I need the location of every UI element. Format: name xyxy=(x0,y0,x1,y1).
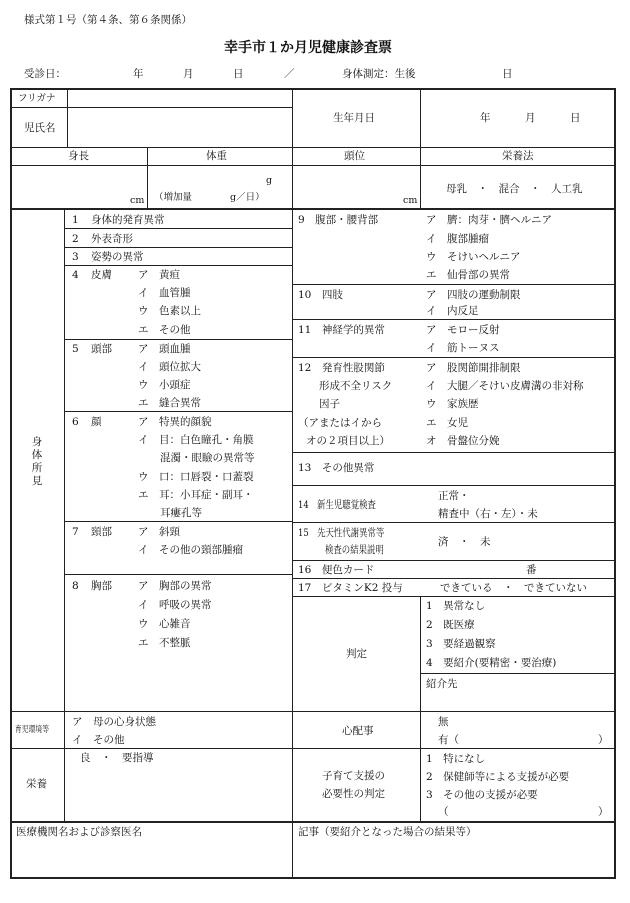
item-5-number: 5 xyxy=(72,343,79,355)
item-13-label: 13 その他異常 xyxy=(298,462,375,474)
item-2-label: 外表奇形 xyxy=(91,233,133,245)
item-6-label: 顔 xyxy=(91,416,102,428)
item-1-number: 1 xyxy=(72,214,79,226)
dob-label: 生年月日 xyxy=(333,112,375,124)
support-item: 3 その他の支援が必要 xyxy=(426,789,538,801)
referral-label: 紹介先 xyxy=(426,678,458,690)
item-5-sub: ウ 小頭症 xyxy=(138,379,191,391)
item-4-sub: イ 血管腫 xyxy=(138,287,191,299)
dob-day-label: 日 xyxy=(570,112,581,124)
item-6-sub: 混濁・眼瞼の異常等 xyxy=(160,452,255,464)
weight-unit: g xyxy=(266,175,273,186)
feeding-options: 母乳 ・ 混合 ・ 人工乳 xyxy=(446,183,583,195)
support-paren-close: ） xyxy=(598,806,609,818)
measure-day-label: 日 xyxy=(502,68,513,80)
item-12-label: 因子 xyxy=(319,398,340,410)
item-3-number: 3 xyxy=(72,251,79,263)
item-6-number: 6 xyxy=(72,416,79,428)
support-item: 2 保健師等による支援が必要 xyxy=(426,771,570,783)
item-8-sub: エ 不整脈 xyxy=(138,637,191,649)
worry-none: 無 xyxy=(438,716,449,728)
judgement-item: 2 既医療 xyxy=(426,619,475,631)
child-name-label: 児氏名 xyxy=(24,122,56,134)
feeding-label: 栄養法 xyxy=(502,150,534,162)
item-12-label: オの２項目以上） xyxy=(306,435,390,447)
worry-yes: 有（ xyxy=(438,734,459,746)
item-3-label: 姿勢の異常 xyxy=(91,251,144,263)
item-2-number: 2 xyxy=(72,233,79,245)
item-12-label: （アまたはイから xyxy=(298,417,382,429)
item-9-label: 9 腹部・腰背部 xyxy=(298,214,379,226)
item-7-sub: イ その他の頸部腫瘤 xyxy=(138,544,243,556)
item-7-sub: ア 斜頸 xyxy=(138,526,180,538)
item-9-sub: ウ そけいヘルニア xyxy=(426,251,521,263)
physical-findings-label: 身体所見 xyxy=(31,436,43,487)
childcare-label: 育児環境等 xyxy=(15,725,50,735)
support-label: 子育て支援の xyxy=(322,770,385,782)
nutrition-label: 栄養 xyxy=(26,778,47,790)
judgement-label: 判定 xyxy=(346,648,367,660)
visit-month-label: 月 xyxy=(183,68,194,80)
item-12-sub: ア 股関節開排制限 xyxy=(426,362,521,374)
item-6-sub: 耳瘻孔等 xyxy=(160,507,202,519)
height-unit: cm xyxy=(130,195,145,206)
item-8-sub: イ 呼吸の異常 xyxy=(138,599,212,611)
item-4-label: 皮膚 xyxy=(91,269,112,281)
visit-date-label: 受診日： xyxy=(24,68,66,80)
item-12-label: 12 発育性股関節 xyxy=(298,362,385,374)
support-paren-open: （ xyxy=(438,806,449,818)
item-15-label: 検査の結果説明 xyxy=(325,544,384,556)
item-6-sub: ア 特異的顔貌 xyxy=(138,416,212,428)
dob-month-label: 月 xyxy=(525,112,536,124)
item-14-sub: 正常・ xyxy=(438,490,470,502)
item-17-value: できている ・ できていない xyxy=(440,582,587,594)
item-5-sub: ア 頭血腫 xyxy=(138,343,191,355)
item-16-value: 番 xyxy=(526,564,537,576)
item-5-label: 頭部 xyxy=(91,343,112,355)
item-9-sub: イ 腹部腫瘤 xyxy=(426,233,489,245)
item-15-label: 15 先天性代謝異常等 xyxy=(298,527,385,539)
item-5-sub: エ 縫合異常 xyxy=(138,397,201,409)
weight-label: 体重 xyxy=(206,150,227,162)
judgement-item: 3 要経過観察 xyxy=(426,638,496,650)
item-8-number: 8 xyxy=(72,580,79,592)
head-unit: cm xyxy=(403,195,418,206)
judgement-item: 4 要紹介(要精密・要治療) xyxy=(426,657,557,669)
worry-close: ） xyxy=(598,734,609,746)
dob-year-label: 年 xyxy=(480,112,491,124)
item-12-sub: イ 大腿／そけい皮膚溝の非対称 xyxy=(426,380,584,392)
visit-day-label: 日 xyxy=(233,68,244,80)
item-11-sub: イ 筋トーヌス xyxy=(426,342,500,354)
item-12-sub: オ 骨盤位分娩 xyxy=(426,435,500,447)
furigana-label: フリガナ xyxy=(18,93,56,104)
item-16-label: 16 便色カード xyxy=(298,564,375,576)
item-8-sub: ウ 心雑音 xyxy=(138,618,191,630)
childcare-item: イ その他 xyxy=(72,734,125,746)
item-6-sub: ウ 口：口唇裂・口蓋裂 xyxy=(138,471,254,483)
item-9-sub: ア 臍：肉芽・臍ヘルニア xyxy=(426,214,552,226)
item-11-sub: ア モロー反射 xyxy=(426,324,500,336)
visit-year-label: 年 xyxy=(133,68,144,80)
support-label: 必要性の判定 xyxy=(322,788,385,800)
item-17-label: 17 ビタミンK2 投与 xyxy=(298,582,403,594)
item-4-sub: エ その他 xyxy=(138,324,191,336)
item-8-sub: ア 胸部の異常 xyxy=(138,580,212,592)
item-4-number: 4 xyxy=(72,269,79,281)
item-12-sub: ウ 家族歴 xyxy=(426,398,479,410)
item-6-sub: イ 目：白色瞳孔・角膜 xyxy=(138,434,254,446)
head-circ-label: 頭位 xyxy=(344,150,365,162)
item-14-sub: 精査中（右・左）・未 xyxy=(438,508,538,520)
item-12-sub: エ 女児 xyxy=(426,417,468,429)
height-label: 身長 xyxy=(68,150,89,162)
measure-label: 身体測定：生後 xyxy=(342,68,416,80)
item-4-sub: ア 黄疸 xyxy=(138,269,180,281)
institution-label: 医療機関名および診察医名 xyxy=(16,826,142,838)
item-14-label: 14 新生児聴覚検査 xyxy=(298,499,376,511)
notes-label: 記事（要紹介となった場合の結果等） xyxy=(298,826,477,838)
item-7-label: 頸部 xyxy=(91,526,112,538)
item-6-sub: エ 耳：小耳症・副耳・ xyxy=(138,489,254,501)
item-8-label: 胸部 xyxy=(91,580,112,592)
item-11-label: 11 神経学的異常 xyxy=(298,324,385,336)
item-4-sub: ウ 色素以上 xyxy=(138,305,201,317)
item-15-value: 済 ・ 未 xyxy=(438,536,491,548)
item-10-label: 10 四肢 xyxy=(298,289,343,301)
item-5-sub: イ 頭位拡大 xyxy=(138,361,201,373)
item-10-sub: ア 四肢の運動制限 xyxy=(426,289,521,301)
childcare-item: ア 母の心身状態 xyxy=(72,716,156,728)
page-title: 幸手市１か月児健康診査票 xyxy=(224,40,392,56)
date-separator: ／ xyxy=(284,68,295,80)
item-1-label: 身体的発育異常 xyxy=(91,214,165,226)
item-10-sub: イ 内反足 xyxy=(426,305,479,317)
support-item: 1 特になし xyxy=(426,753,486,765)
item-9-sub: エ 仙骨部の異常 xyxy=(426,269,510,281)
worry-label: 心配事 xyxy=(342,725,374,737)
judgement-item: 1 異常なし xyxy=(426,600,486,612)
item-7-number: 7 xyxy=(72,526,79,538)
weight-gain: （増加量 g／日） xyxy=(154,192,265,203)
nutrition-value: 良 ・ 要指導 xyxy=(80,752,154,764)
item-12-label: 形成不全リスク xyxy=(319,380,393,392)
form-number: 様式第１号（第４条、第６条関係） xyxy=(24,14,192,26)
